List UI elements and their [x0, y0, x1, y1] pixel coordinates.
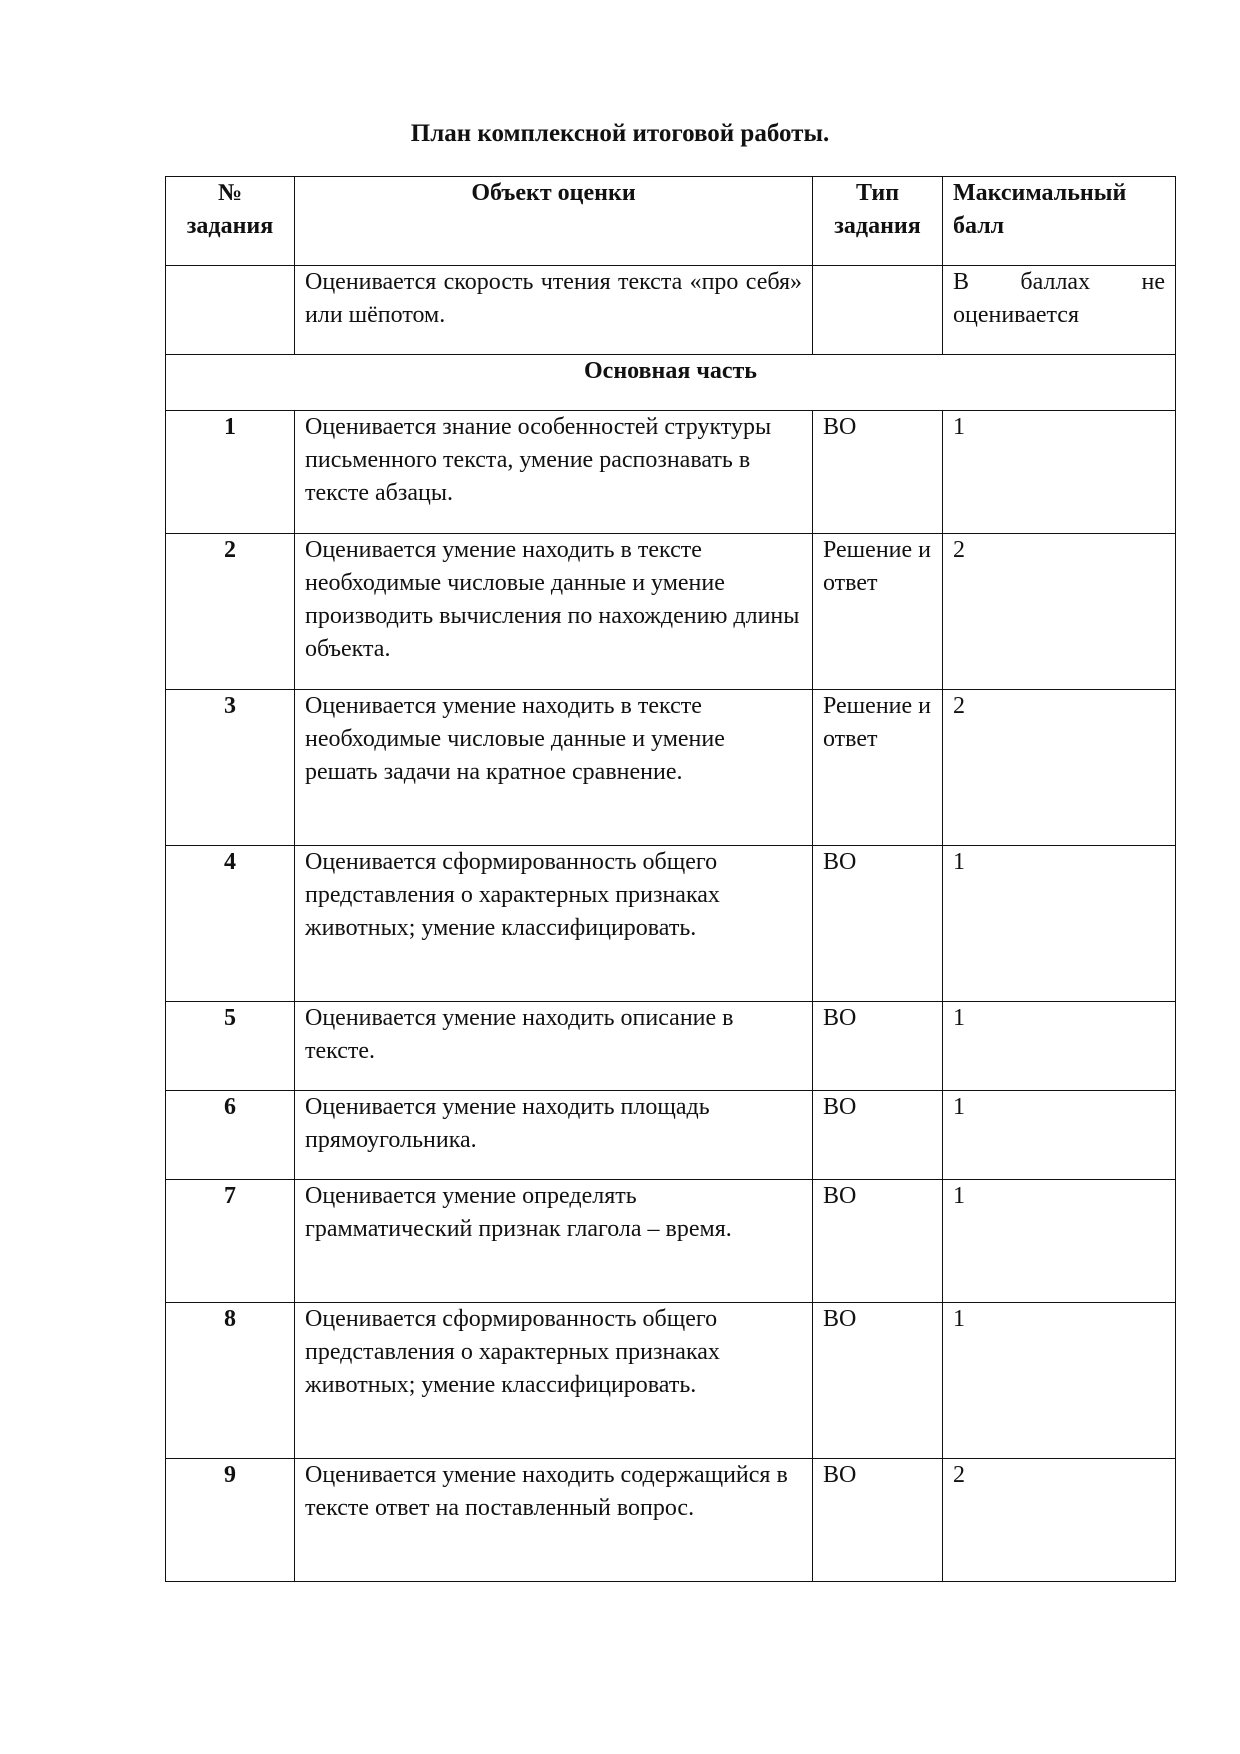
assessment-object: Оценивается умение определять грамматический признак глагола – время. — [295, 1180, 813, 1303]
max-score: 1 — [943, 1091, 1176, 1180]
task-type: ВО — [813, 1091, 943, 1180]
task-number: 6 — [166, 1091, 295, 1180]
header-task-type: Тип задания — [813, 177, 943, 266]
table-row — [166, 1303, 1176, 1459]
task-type: ВО — [813, 846, 943, 1002]
table-row — [166, 1180, 1176, 1303]
assessment-object: Оценивается умение находить содержащийся в тексте ответ на поставленный вопрос. — [295, 1459, 813, 1582]
max-score: 2 — [943, 534, 1176, 690]
page-title: План комплексной итоговой работы. — [410, 120, 830, 147]
task-type: ВО — [813, 1002, 943, 1091]
intro-max-line1: В баллах не — [953, 269, 1165, 295]
task-number: 4 — [166, 846, 295, 1002]
intro-max-line2: оценивается — [953, 302, 1079, 328]
task-type: ВО — [813, 1303, 943, 1459]
assessment-object: Оценивается умение находить площадь прямоугольника. — [295, 1091, 813, 1180]
intro-num — [166, 266, 295, 355]
section-row — [166, 355, 1176, 411]
task-type: ВО — [813, 411, 943, 534]
task-number: 9 — [166, 1459, 295, 1582]
table-row — [166, 534, 1176, 690]
intro-object: Оценивается скорость чтения текста «про себя» или шёпотом. — [295, 266, 813, 355]
intro-row — [166, 266, 1176, 355]
table-header-row — [166, 177, 1176, 266]
task-number: 2 — [166, 534, 295, 690]
max-score: 1 — [943, 846, 1176, 1002]
table-row — [166, 690, 1176, 846]
task-type: Решение и ответ — [813, 534, 943, 690]
header-task-number: № задания — [166, 177, 295, 266]
table-row — [166, 846, 1176, 1002]
task-number: 1 — [166, 411, 295, 534]
table-row — [166, 1002, 1176, 1091]
max-score: 2 — [943, 1459, 1176, 1582]
task-number: 7 — [166, 1180, 295, 1303]
assessment-object: Оценивается умение находить в тексте необходимые числовые данные и умение производить вычисления по нахождению длины объекта. — [295, 534, 813, 690]
task-type: ВО — [813, 1459, 943, 1582]
max-score: 2 — [943, 690, 1176, 846]
intro-max — [943, 266, 1176, 355]
task-number: 8 — [166, 1303, 295, 1459]
assessment-object: Оценивается умение находить в тексте необходимые числовые данные и умение решать задачи на кратное сравнение. — [295, 690, 813, 846]
assessment-object: Оценивается умение находить описание в тексте. — [295, 1002, 813, 1091]
max-score: 1 — [943, 1180, 1176, 1303]
assessment-plan-table — [165, 176, 1176, 1582]
task-number: 5 — [166, 1002, 295, 1091]
header-max-score: Максимальный балл — [943, 177, 1176, 266]
task-type: ВО — [813, 1180, 943, 1303]
table-row — [166, 1091, 1176, 1180]
max-score: 1 — [943, 1303, 1176, 1459]
assessment-object: Оценивается знание особенностей структуры письменного текста, умение распознавать в тексте абзацы. — [295, 411, 813, 534]
intro-type — [813, 266, 943, 355]
header-assessment-object: Объект оценки — [295, 177, 813, 266]
assessment-object: Оценивается сформированность общего представления о характерных признаках животных; умение классифицировать. — [295, 846, 813, 1002]
max-score: 1 — [943, 411, 1176, 534]
table-row — [166, 1459, 1176, 1582]
assessment-object: Оценивается сформированность общего представления о характерных признаках животных; умение классифицировать. — [295, 1303, 813, 1459]
table-row — [166, 411, 1176, 534]
task-type: Решение и ответ — [813, 690, 943, 846]
max-score: 1 — [943, 1002, 1176, 1091]
task-number: 3 — [166, 690, 295, 846]
section-title: Основная часть — [166, 355, 1176, 411]
